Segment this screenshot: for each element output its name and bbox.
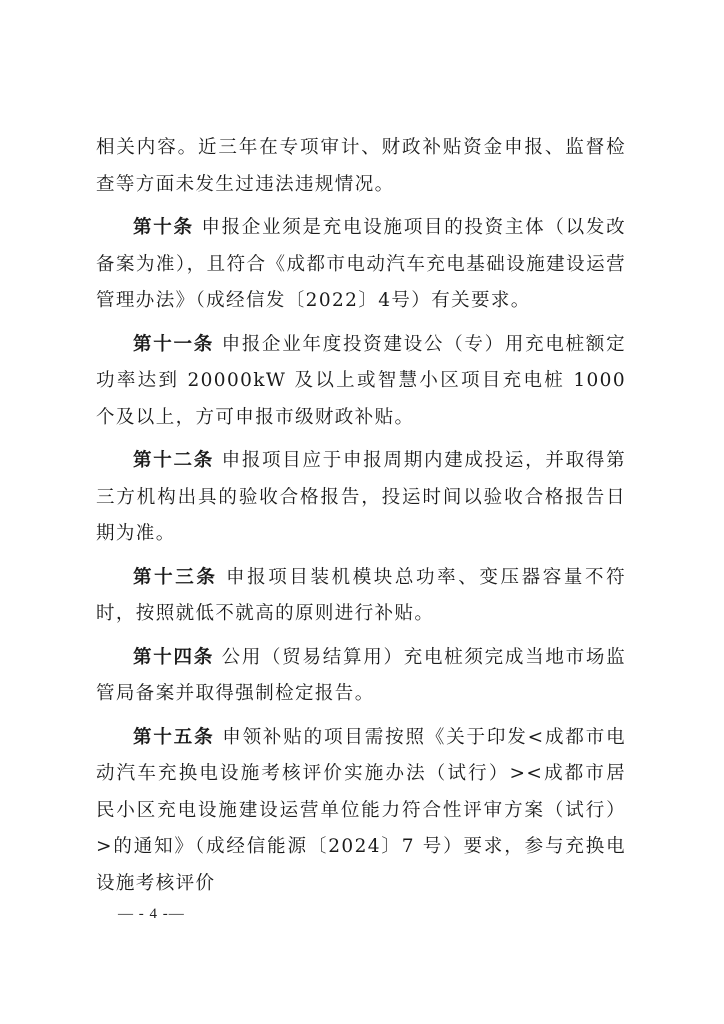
paragraph-text: 申报企业须是充电设施项目的投资主体（以发改备案为准），且符合《成都市电动汽车充电基础设施建设运营管理办法》（成经信发〔2022〕4号）有关要求。 (96, 217, 627, 311)
article-heading: 第十五条 (133, 726, 215, 748)
page-number: — - 4 -— (118, 906, 185, 922)
paragraph-continuation (96, 130, 626, 203)
paragraph-text: 相关内容。近三年在专项审计、财政补贴资金申报、监督检查等方面未发生过违法违规情况。 (96, 137, 626, 195)
article-heading: 第十二条 (133, 450, 214, 471)
article-heading: 第十条 (133, 217, 194, 238)
article-heading: 第十一条 (133, 333, 214, 355)
paragraph-text: 申报企业年度投资建设公（专）用充电桩额定功率达到 20000kW 及以上或智慧小区项目充电桩 1000 个及以上，方可申报市级财政补贴。 (96, 333, 626, 428)
article-heading: 第十三条 (133, 566, 218, 588)
document-body (96, 130, 626, 909)
paragraph-article-15 (96, 720, 626, 903)
paragraph-article-11 (96, 327, 626, 437)
paragraph-article-14 (96, 640, 626, 713)
paragraph-text: 申报项目装机模块总功率、变压器容量不符时，按照就低不就高的原则进行补贴。 (96, 566, 626, 624)
paragraph-article-10 (96, 210, 626, 320)
article-heading: 第十四条 (133, 646, 214, 668)
paragraph-article-13 (96, 560, 626, 633)
paragraph-text: 申报项目应于申报周期内建成投运，并取得第三方机构出具的验收合格报告，投运时间以验收合格报告日期为准。 (96, 450, 626, 544)
paragraph-text: 公用（贸易结算用）充电桩须完成当地市场监管局备案并取得强制检定报告。 (96, 646, 626, 704)
paragraph-text: 申领补贴的项目需按照《关于印发<成都市电动汽车充换电设施考核评价实施办法（试行）><成都市居民小区充电设施建设运营单位能力符合性评审方案（试行）>的通知》（成经信能源〔2024〕7 号）要求，参与充换电设施考核评价 (96, 726, 626, 894)
paragraph-article-12 (96, 443, 626, 553)
